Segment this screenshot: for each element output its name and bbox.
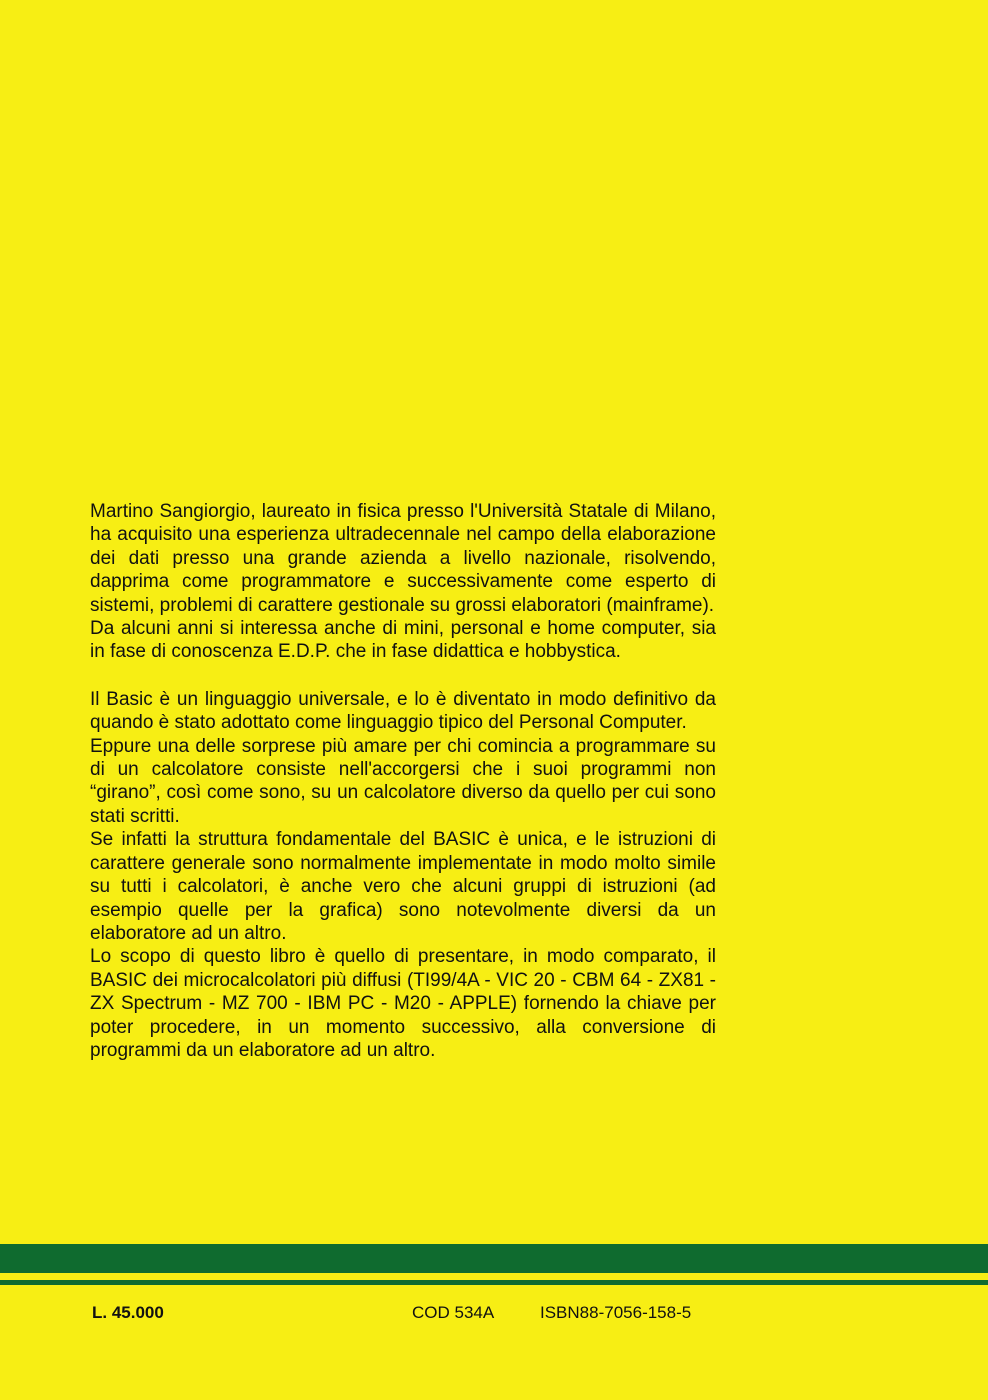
basic-intro-paragraph: Il Basic è un linguaggio universale, e lo è diventato in modo definitivo da quando è stato adottato come linguaggio tipico del Personal Computer. xyxy=(90,688,716,734)
surprise-paragraph: Eppure una delle sorprese più amare per chi comincia a programmare su di un calcolatore consiste nell'accorgersi che i suoi programmi non “girano”, così come sono, su un calcolatore diverso da quello per cui sono stati scritti. xyxy=(90,735,716,827)
paragraph-spacer xyxy=(90,664,716,688)
author-interests-paragraph: Da alcuni anni si interessa anche di mini, personal e home computer, sia in fase di conoscenza E.D.P. che in fase didattica e hobbystica. xyxy=(90,618,716,663)
price-label: L. 45.000 xyxy=(92,1303,164,1322)
purpose-paragraph: Lo scopo di questo libro è quello di presentare, in modo comparato, il BASIC dei microcalcolatori più diffusi (TI99/4A - VIC 20 - CBM 64 - ZX81 - ZX Spectrum - MZ 700 - IBM PC - M20 - APPLE) fornendo la chiave per poter procedere, in un momento successivo, alla conversione di programmi da un elaboratore ad un altro. xyxy=(90,946,716,1061)
isbn-label: ISBN88-7056-158-5 xyxy=(540,1303,692,1322)
green-rule xyxy=(0,1280,988,1285)
product-code: COD 534A xyxy=(412,1303,495,1322)
back-cover-text xyxy=(90,500,716,1062)
author-bio-paragraph: Martino Sangiorgio, laureato in fisica presso l'Università Statale di Milano, ha acquisito una esperienza ultradecennale nel campo della elaborazione dei dati presso una grande azienda a livello nazionale, risolvendo, dapprima come programmatore e successivamente come esperto di sistemi, problemi di carattere gestionale su grossi elaboratori (mainframe). xyxy=(90,501,716,616)
green-band xyxy=(0,1244,988,1273)
structure-paragraph: Se infatti la struttura fondamentale del BASIC è unica, e le istruzioni di carattere generale sono normalmente implementate in modo molto simile su tutti i calcolatori, è anche vero che alcuni gruppi di istruzioni (ad esempio quelle per la grafica) sono notevolmente diversi da un elaboratore ad un altro. xyxy=(90,829,716,944)
